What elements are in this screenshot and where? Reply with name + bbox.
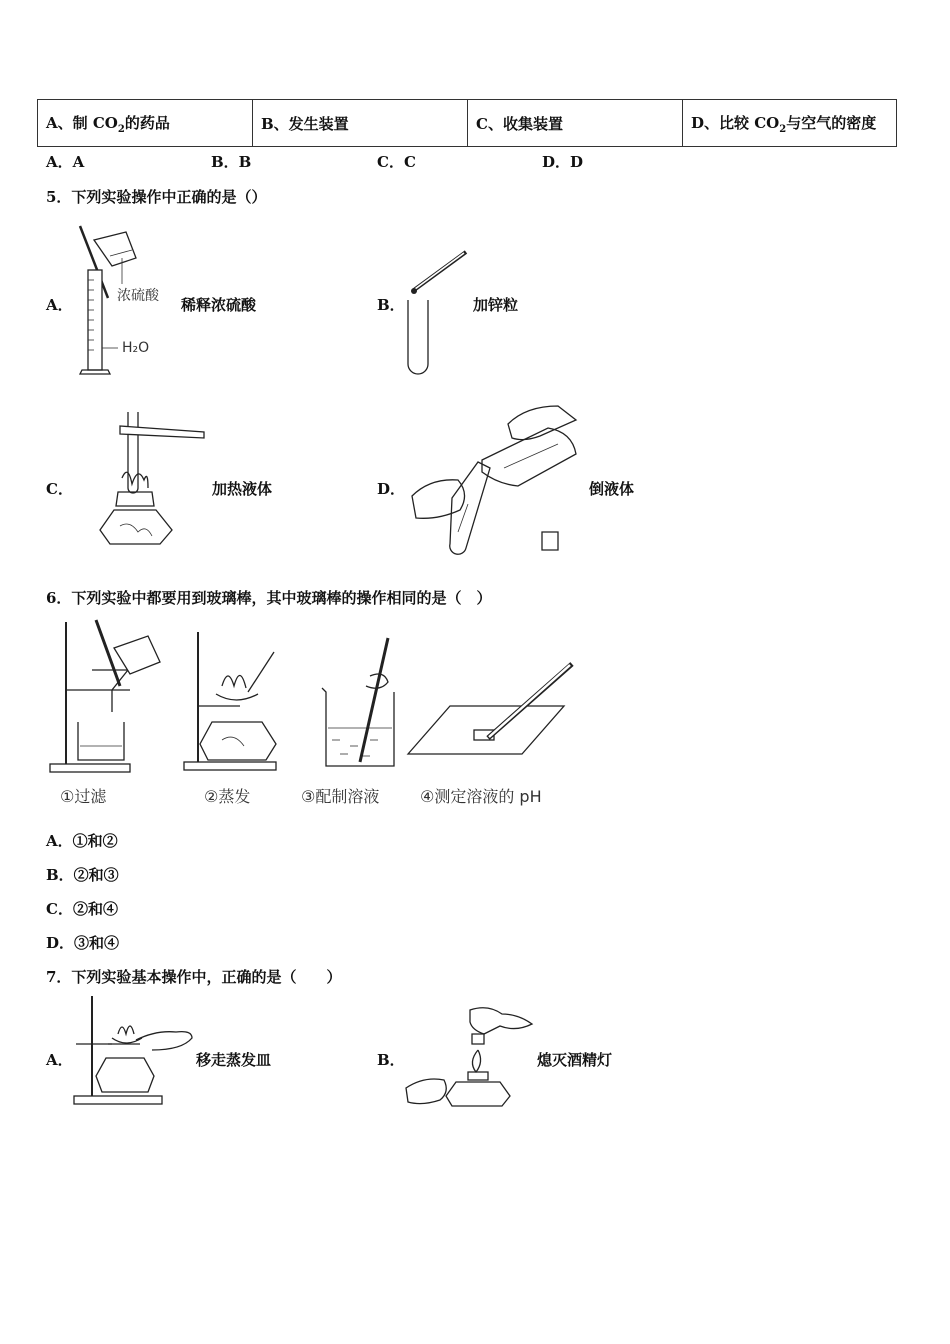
q4-answer-c[interactable]: C．C [377, 153, 416, 171]
q6-option-d[interactable]: D．③和④ [46, 934, 120, 952]
q5-figure-pour-liquid [408, 402, 580, 554]
q5-fig-label-acid: 浓硫酸 [117, 288, 159, 304]
q5-option-c-letter[interactable]: C． [46, 480, 73, 498]
q4-table-cell-b: B、发生装置 [253, 100, 468, 147]
q6-caption-2: ②蒸发 [204, 787, 251, 806]
q5-figure-add-zinc [400, 246, 480, 381]
q5-question: 5．下列实验操作中正确的是（） [46, 188, 267, 206]
q4-table-cell-d: D、比较 $CO_2$与空气的密度 [683, 100, 897, 147]
q5-figure-heat-liquid [100, 408, 210, 553]
q6-caption-1: ①过滤 [60, 787, 107, 806]
q6-option-c[interactable]: C．②和④ [46, 900, 118, 918]
q6-caption-4: ④测定溶液的 pH [420, 787, 542, 806]
q4-options-table [37, 99, 897, 147]
q5-option-b-letter[interactable]: B． [377, 296, 405, 314]
q6-option-b[interactable]: B．②和③ [46, 866, 119, 884]
q7-option-a-letter[interactable]: A． [46, 1051, 73, 1069]
q7-option-b-letter[interactable]: B． [377, 1051, 405, 1069]
q4-table-cell-c: C、收集装置 [468, 100, 683, 147]
q4-answer-b[interactable]: B．B [211, 153, 252, 171]
q6-figure-prepare-solution [318, 636, 402, 772]
q7-figure-move-dish [72, 994, 196, 1108]
q7-option-a-caption: 移走蒸发皿 [196, 1051, 272, 1069]
q4-answer-a[interactable]: A．A [46, 153, 85, 171]
q5-option-a-caption: 稀释浓硫酸 [181, 296, 257, 314]
q6-question: 6．下列实验中都要用到玻璃棒，其中玻璃棒的操作相同的是（ ） [46, 589, 492, 607]
q6-figure-filtration [48, 618, 173, 776]
q5-option-d-letter[interactable]: D． [377, 480, 406, 498]
q6-figure-evaporation [182, 628, 282, 776]
q5-option-a-letter[interactable]: A． [46, 296, 73, 314]
q5-option-c-caption: 加热液体 [212, 480, 273, 498]
q7-option-b-caption: 熄灭酒精灯 [537, 1051, 613, 1069]
q6-option-a[interactable]: A．①和② [46, 832, 118, 850]
q5-fig-label-water: H₂O [122, 340, 150, 356]
q4-answer-d[interactable]: D．D [542, 153, 584, 171]
q6-caption-3: ③配制溶液 [301, 787, 380, 806]
q5-option-b-caption: 加锌粒 [473, 296, 519, 314]
q5-option-d-caption: 倒液体 [589, 480, 635, 498]
q7-question: 7．下列实验基本操作中，正确的是（ ） [46, 968, 342, 986]
q6-figure-measure-ph [406, 660, 576, 760]
q4-table-cell-a: A、制 $CO_2$的药品 [38, 100, 253, 147]
q7-figure-extinguish-lamp [404, 1004, 536, 1108]
